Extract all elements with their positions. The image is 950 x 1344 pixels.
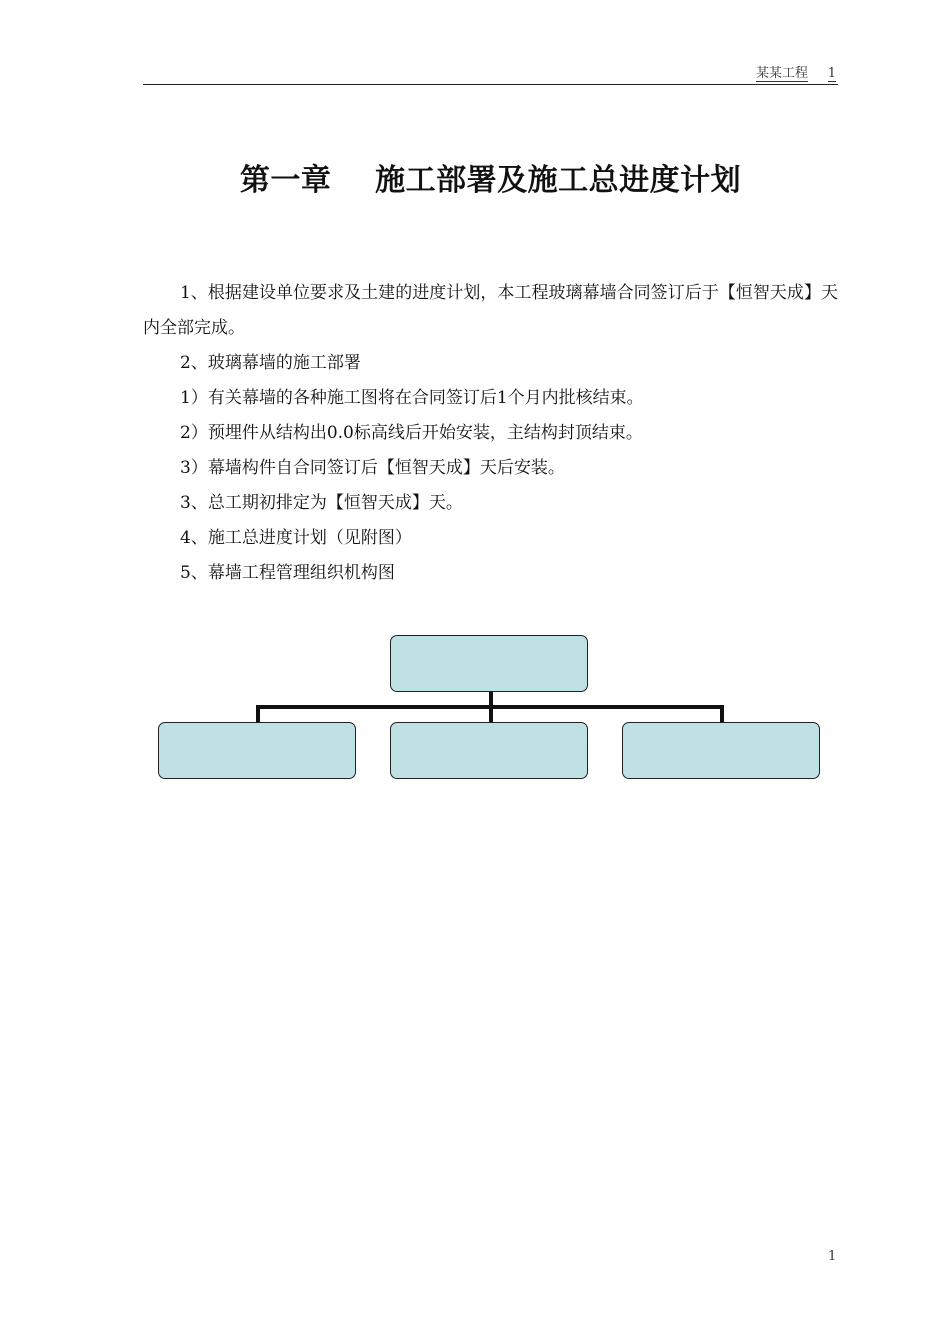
- document-body: [143, 276, 838, 591]
- paragraph-total-duration: 3、总工期初排定为【恒智天成】天。: [180, 493, 463, 513]
- paragraph-deployment-heading: 2、玻璃幕墙的施工部署: [180, 353, 361, 373]
- footer-page-number: 1: [828, 1249, 837, 1264]
- org-connector-horizontal: [256, 705, 724, 709]
- paragraph-completion-schedule: 1、根据建设单位要求及土建的进度计划，本工程玻璃幕墙合同签订后于【恒智天成】天内全部完成。: [143, 283, 838, 338]
- chapter-title: 第一章 施工部署及施工总进度计划: [239, 163, 742, 198]
- paragraph-embedded-parts: 2）预埋件从结构出0.0标高线后开始安装，主结构封顶结束。: [180, 423, 643, 443]
- org-box-top: [390, 635, 588, 692]
- org-connector-left: [256, 705, 260, 722]
- paragraph-drawings-approval: 1）有关幕墙的各种施工图将在合同签订后1个月内批核结束。: [180, 388, 644, 408]
- header-page-number: 1: [827, 66, 836, 81]
- org-chart: [143, 620, 838, 800]
- paragraph-component-installation: 3）幕墙构件自合同签订后【恒智天成】天后安装。: [180, 458, 565, 478]
- org-connector-right: [720, 705, 724, 722]
- org-box-child-2: [390, 722, 588, 779]
- header-title: 某某工程: [755, 66, 808, 81]
- page-header: [143, 62, 838, 85]
- paragraph-master-schedule: 4、施工总进度计划（见附图）: [180, 528, 412, 548]
- org-box-child-3: [622, 722, 820, 779]
- paragraph-org-chart-heading: 5、幕墙工程管理组织机构图: [180, 563, 395, 583]
- org-box-child-1: [158, 722, 356, 779]
